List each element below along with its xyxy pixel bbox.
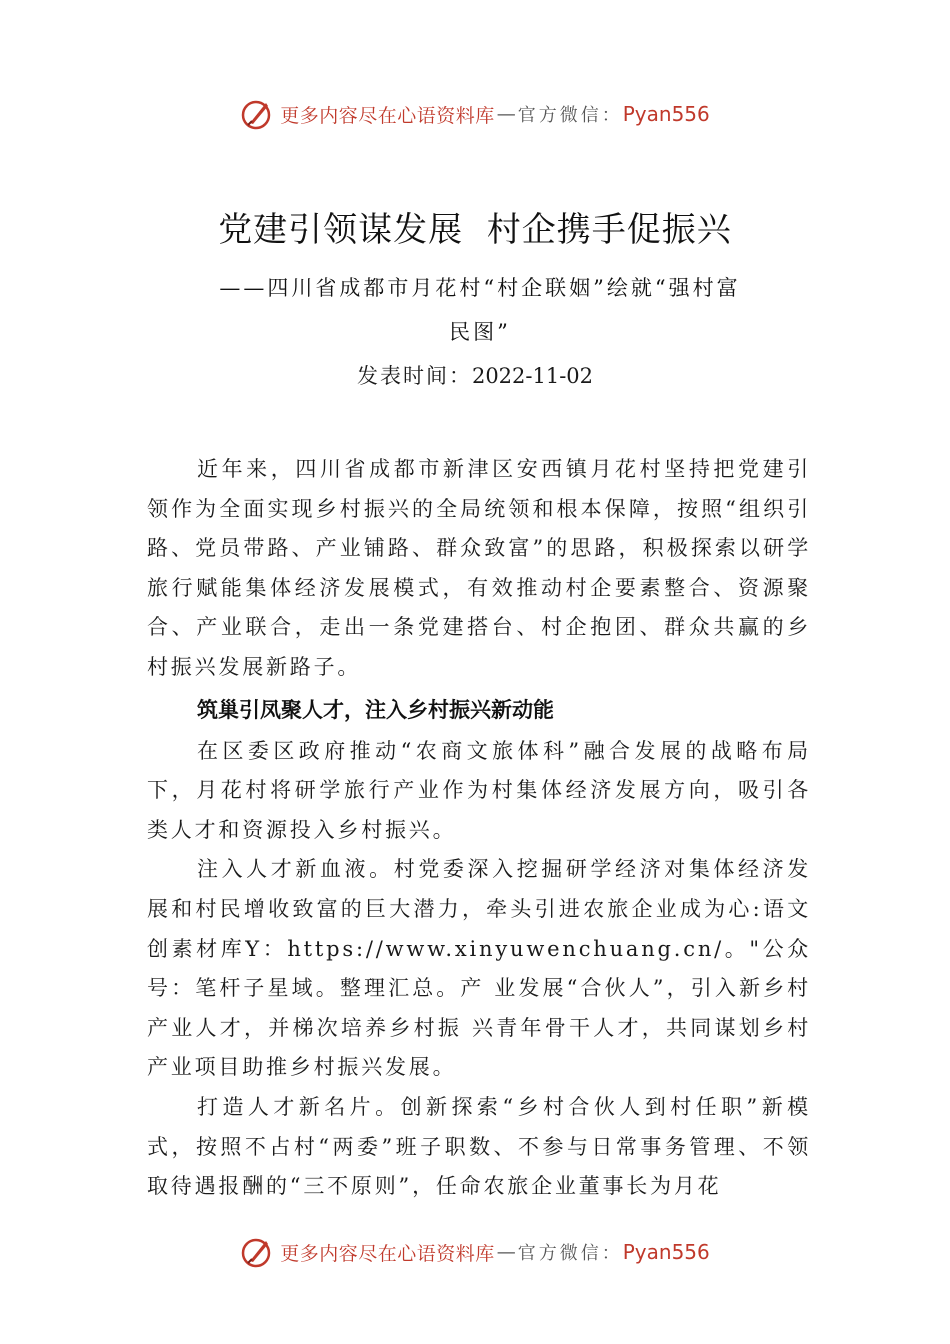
body-paragraph: 打造人才新名片。创新探索“乡村合伙人到村任职”新模式，按照不占村“两委”班子职数、不参与日常事务管理、不领取待遇报酬的“三不原则”，任命农旅企业董事长为月花 (147, 1094, 811, 1199)
wechat-id: Pyan556 (622, 1240, 710, 1264)
body-paragraph: 在区委区政府推动“农商文旅体科”融合发展的战略布局下，月花村将研学旅行产业作为村集体经济发展方向，吸引各类人才和资源投入乡村振兴。 (147, 738, 811, 842)
banner-separator: — (496, 103, 516, 125)
date-value: 2022-11-02 (471, 364, 594, 388)
article-body (147, 450, 811, 1207)
body-paragraph: 注入人才新血液。村党委深入挖掘研学经济对集体经济发展和村民增收致富的巨大潜力，牵头引进农旅企业成为心:语文创素材库Y：https://www.xinyuwenchuang.cn/。"公众号：笔杆子星域。整理汇总。产 业发展“合伙人”，引入新乡村产业人才，并梯次培养乡村振 兴青年骨干人才，共同谋划乡村产业项目助推乡村振兴发展。 (147, 857, 811, 1080)
site-name: 更多内容尽在心语资料库 (280, 104, 495, 127)
intro-paragraph: 近年来，四川省成都市新津区安西镇月花村坚持把党建引领作为全面实现乡村振兴的全局统领和根本保障，按照“组织引路、党员带路、产业铺路、群众致富”的思路，积极探索以研学旅行赋能集体经济发展模式，有效推动村企要素整合、资源聚合、产业联合，走出一条党建搭台、村企抱团、群众共赢的乡村振兴发展新路子。 (147, 457, 811, 679)
article-title: 党建引领谋发展 村企携手促振兴 (218, 210, 732, 250)
article-subtitle-line1: ——四川省成都市月花村“村企联姻”绘就“强村富 (219, 276, 741, 300)
quill-logo-icon (240, 97, 274, 131)
section-heading: 筑巢引凤聚人才，注入乡村振兴新动能 (197, 697, 554, 722)
date-label: 发表时间： (356, 364, 472, 388)
article-subtitle-line2: 民图” (449, 320, 511, 344)
top-banner (0, 92, 950, 136)
wechat-id: Pyan556 (622, 102, 710, 126)
wechat-label: 官方微信： (517, 1243, 623, 1264)
quill-logo-icon (240, 1235, 274, 1269)
site-name: 更多内容尽在心语资料库 (280, 1242, 495, 1265)
wechat-label: 官方微信： (517, 105, 623, 126)
banner-separator: — (496, 1241, 516, 1263)
publish-date (0, 354, 950, 398)
bottom-banner (0, 1230, 950, 1274)
